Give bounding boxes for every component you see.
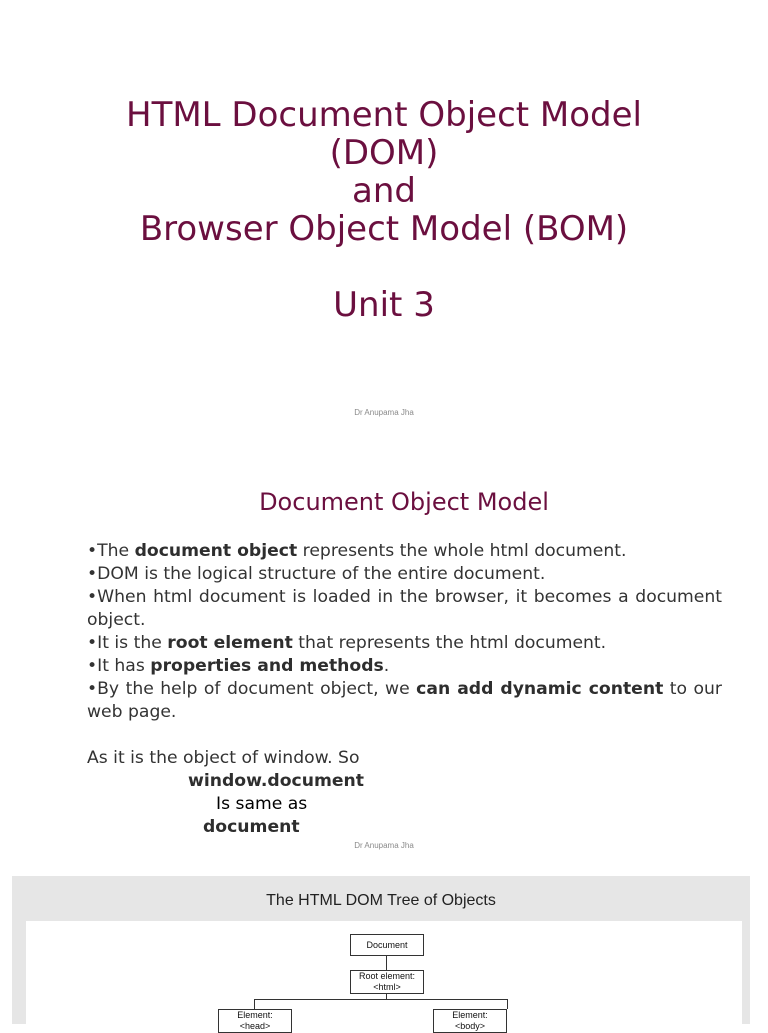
slide-body (87, 540, 722, 839)
body-node-label: Element: (452, 1010, 488, 1020)
bullet-4 (87, 632, 722, 655)
code-window-document: window.document (188, 771, 364, 791)
tree-title: The HTML DOM Tree of Objects (266, 892, 496, 909)
head-node-label: Element: (237, 1010, 273, 1020)
dom-slide (0, 440, 768, 865)
bullet-5 (87, 655, 722, 678)
connector (254, 999, 255, 1009)
bullet-text: •When html document is loaded in the browser, it becomes a document object. (87, 587, 722, 630)
main-title (0, 96, 768, 248)
code-document: document (203, 817, 300, 837)
root-node-label: Root element: (358, 971, 416, 981)
bullet-bold: properties and methods (150, 656, 384, 676)
bullet-bold: root element (167, 633, 293, 653)
slide-title: Document Object Model (259, 488, 549, 516)
connector (386, 955, 387, 970)
title-slide (0, 0, 768, 440)
root-node (350, 970, 424, 994)
bullet-1 (87, 540, 722, 563)
dom-tree-slide (12, 876, 750, 1031)
bullet-text: that represents the html document. (292, 633, 607, 653)
bullet-text: •By the help of document object, we (87, 679, 417, 699)
bullet-6 (87, 678, 722, 724)
author-credit: Dr Anupama Jha (354, 408, 414, 417)
document-node: Document (350, 934, 424, 956)
bullet-text: •DOM is the logical structure of the entire document. (87, 564, 546, 584)
tree-diagram (26, 921, 742, 1031)
bullet-bold: document object (134, 541, 298, 561)
head-node-tag: <head> (239, 1021, 271, 1031)
same-as-text: Is same as (216, 794, 308, 814)
body-node-tag: <body> (454, 1021, 486, 1031)
bullet-bold: can add dynamic content (416, 679, 664, 699)
bullet-text: •It is the (87, 633, 168, 653)
author-credit-2: Dr Anupama Jha (354, 841, 414, 850)
body-node (433, 1009, 507, 1033)
unit-label: Unit 3 (333, 285, 435, 325)
connector (507, 999, 508, 1009)
connector (254, 999, 508, 1000)
head-node (218, 1009, 292, 1033)
note-line: As it is the object of window. So (87, 748, 360, 768)
root-node-tag: <html> (373, 982, 401, 992)
title-line-1: HTML Document Object Model (126, 95, 642, 135)
bullet-3 (87, 586, 722, 632)
bullet-text: represents the whole html document. (297, 541, 627, 561)
title-line-3: and (352, 171, 416, 211)
bullet-2 (87, 563, 722, 586)
title-line-2: (DOM) (329, 133, 439, 173)
bullet-text: to our web page. (87, 679, 722, 722)
bullet-text: . (383, 656, 390, 676)
title-line-4: Browser Object Model (BOM) (139, 209, 629, 249)
bullet-text: •It has (87, 656, 151, 676)
bullet-text: •The (87, 541, 135, 561)
